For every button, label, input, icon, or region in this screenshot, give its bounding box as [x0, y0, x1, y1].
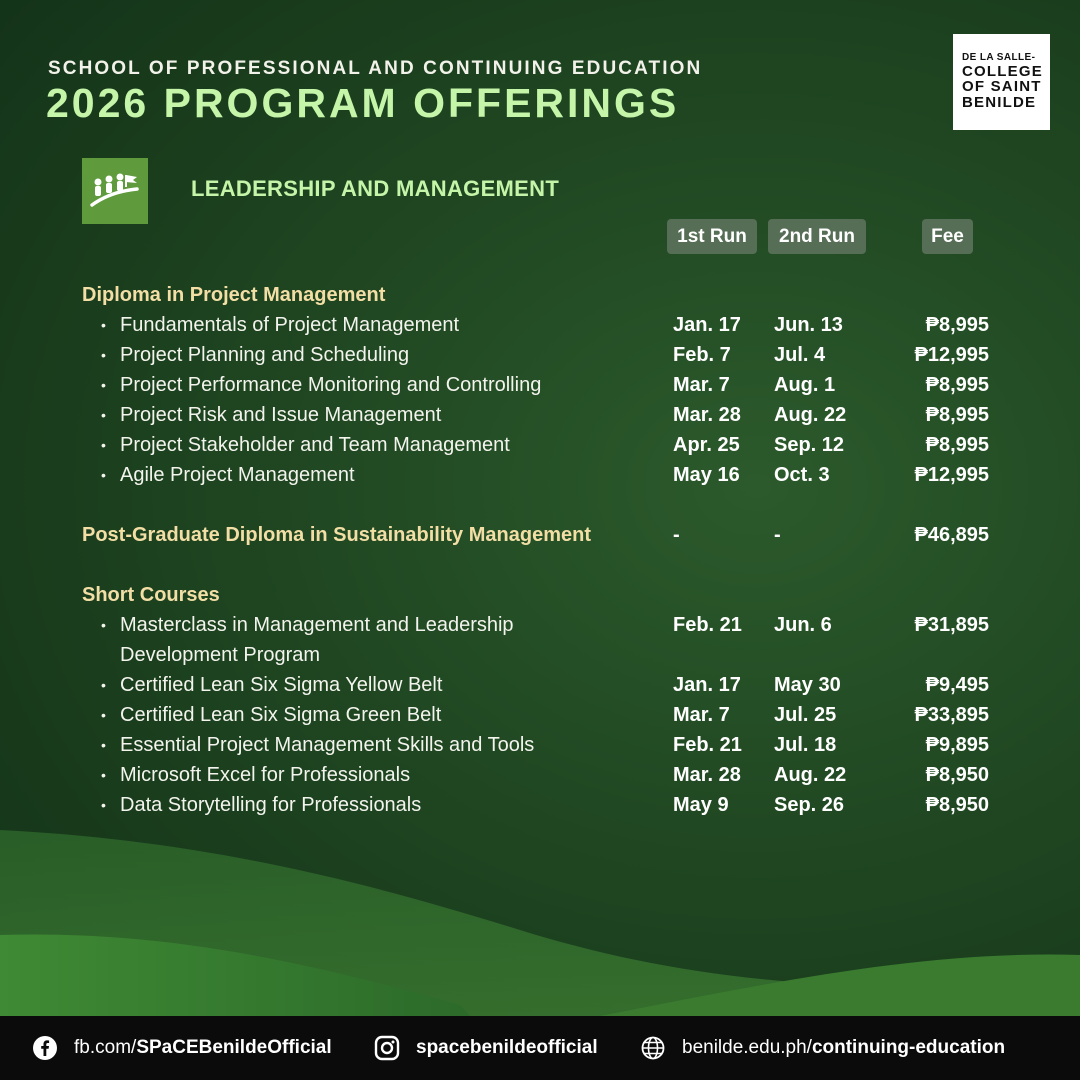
- bullet-icon: •: [101, 767, 106, 783]
- second-run-date: Aug. 22: [774, 404, 847, 426]
- second-run-date: Jun. 6: [774, 614, 832, 636]
- table-row-continued: [0, 640, 1080, 670]
- second-run-date: -: [774, 524, 781, 546]
- bullet-icon: •: [101, 737, 106, 753]
- table-row: [0, 400, 1080, 430]
- bullet-icon: •: [101, 407, 106, 423]
- table-row: [0, 430, 1080, 460]
- second-run-date: Sep. 12: [774, 434, 845, 456]
- course-name: Project Risk and Issue Management: [120, 404, 442, 426]
- first-run-date: -: [673, 524, 680, 546]
- section-row: [0, 580, 1080, 610]
- second-run-date: Aug. 1: [774, 374, 836, 396]
- course-fee: ₱12,995: [914, 464, 989, 486]
- bullet-icon: •: [101, 467, 106, 483]
- course-name: Microsoft Excel for Professionals: [120, 764, 411, 786]
- course-fee: ₱8,950: [925, 764, 989, 786]
- first-run-date: Mar. 28: [673, 404, 741, 426]
- course-name-line-2: Development Program: [120, 644, 321, 666]
- section-row: [0, 280, 1080, 310]
- second-run-date: Jul. 18: [774, 734, 837, 756]
- first-run-date: Jan. 17: [673, 674, 741, 696]
- first-run-date: Feb. 7: [673, 344, 731, 366]
- column-header-1st-run: 1st Run: [667, 219, 757, 254]
- table-row: [0, 610, 1080, 640]
- bullet-icon: •: [101, 347, 106, 363]
- course-fee: ₱8,995: [925, 314, 989, 336]
- section-title: Short Courses: [82, 584, 220, 606]
- logo-line-1: DE LA SALLE-: [962, 52, 1036, 64]
- bullet-icon: •: [101, 617, 106, 633]
- program-table: [0, 280, 1080, 820]
- second-run-date: May 30: [774, 674, 841, 696]
- course-name: Project Planning and Scheduling: [120, 344, 410, 366]
- course-fee: ₱8,950: [925, 794, 989, 816]
- table-row: [0, 760, 1080, 790]
- column-header-fee: Fee: [922, 219, 973, 254]
- bullet-icon: •: [101, 797, 106, 813]
- facebook-link[interactable]: [32, 1035, 332, 1061]
- page-title: 2026 PROGRAM OFFERINGS: [46, 80, 680, 126]
- course-name: Fundamentals of Project Management: [120, 314, 460, 336]
- course-name: Essential Project Management Skills and Tools: [120, 734, 535, 756]
- table-row: [0, 670, 1080, 700]
- bullet-icon: •: [101, 437, 106, 453]
- leadership-icon: [82, 158, 148, 224]
- logo-line-4: BENILDE: [962, 94, 1037, 112]
- first-run-date: Apr. 25: [673, 434, 740, 456]
- second-run-date: Jul. 25: [774, 704, 837, 726]
- course-fee: ₱46,895: [914, 524, 989, 546]
- table-row: [0, 310, 1080, 340]
- first-run-date: Mar. 7: [673, 374, 730, 396]
- table-row: [0, 460, 1080, 490]
- section-title: Diploma in Project Management: [82, 284, 386, 306]
- first-run-date: Feb. 21: [673, 614, 742, 636]
- college-logo: [953, 34, 1050, 130]
- course-fee: ₱9,895: [925, 734, 989, 756]
- bullet-icon: •: [101, 707, 106, 723]
- logo-line-2: COLLEGE: [962, 62, 1043, 80]
- course-name: Agile Project Management: [120, 464, 355, 486]
- first-run-date: May 16: [673, 464, 740, 486]
- course-fee: ₱33,895: [914, 704, 989, 726]
- column-header-2nd-run: 2nd Run: [768, 219, 866, 254]
- bullet-icon: •: [101, 677, 106, 693]
- course-name: Project Performance Monitoring and Controlling: [120, 374, 542, 396]
- first-run-date: Feb. 21: [673, 734, 742, 756]
- school-subtitle: SCHOOL OF PROFESSIONAL AND CONTINUING EDUCATION: [48, 58, 703, 79]
- section-row: [0, 520, 1080, 550]
- instagram-handle: spacebenildeofficial: [416, 1037, 598, 1058]
- course-fee: ₱8,995: [925, 374, 989, 396]
- course-fee: ₱8,995: [925, 404, 989, 426]
- course-name: Project Stakeholder and Team Management: [120, 434, 510, 456]
- bullet-icon: •: [101, 377, 106, 393]
- instagram-icon: [374, 1035, 400, 1061]
- category-title: LEADERSHIP AND MANAGEMENT: [191, 176, 560, 201]
- website-path: continuing-education: [811, 1037, 1006, 1058]
- course-fee: ₱8,995: [925, 434, 989, 456]
- table-row: [0, 340, 1080, 370]
- section-title: Post-Graduate Diploma in Sustainability Management: [82, 524, 591, 546]
- course-fee: ₱9,495: [925, 674, 989, 696]
- second-run-date: Jun. 13: [774, 314, 843, 336]
- footer-bar: [0, 1016, 1080, 1080]
- globe-icon: [640, 1035, 666, 1061]
- first-run-date: May 9: [673, 794, 729, 816]
- second-run-date: Sep. 26: [774, 794, 845, 816]
- table-row: [0, 370, 1080, 400]
- second-run-date: Oct. 3: [774, 464, 830, 486]
- second-run-date: Aug. 22: [774, 764, 847, 786]
- facebook-prefix: fb.com/: [74, 1037, 137, 1058]
- facebook-handle: SPaCEBenildeOfficial: [136, 1037, 332, 1058]
- course-name: Certified Lean Six Sigma Green Belt: [120, 704, 442, 726]
- table-row: [0, 730, 1080, 760]
- website-link[interactable]: [640, 1035, 1005, 1061]
- table-row: [0, 700, 1080, 730]
- bullet-icon: •: [101, 317, 106, 333]
- website-prefix: benilde.edu.ph/: [682, 1037, 812, 1058]
- first-run-date: Jan. 17: [673, 314, 741, 336]
- course-fee: ₱12,995: [914, 344, 989, 366]
- first-run-date: Mar. 7: [673, 704, 730, 726]
- second-run-date: Jul. 4: [774, 344, 826, 366]
- facebook-icon: [32, 1035, 58, 1061]
- course-fee: ₱31,895: [914, 614, 989, 636]
- course-name: Masterclass in Management and Leadership: [120, 614, 514, 636]
- course-name: Certified Lean Six Sigma Yellow Belt: [120, 674, 443, 696]
- logo-line-3: OF SAINT: [962, 78, 1042, 96]
- first-run-date: Mar. 28: [673, 764, 741, 786]
- table-row: [0, 790, 1080, 820]
- course-name: Data Storytelling for Professionals: [120, 794, 422, 816]
- instagram-link[interactable]: [374, 1035, 598, 1061]
